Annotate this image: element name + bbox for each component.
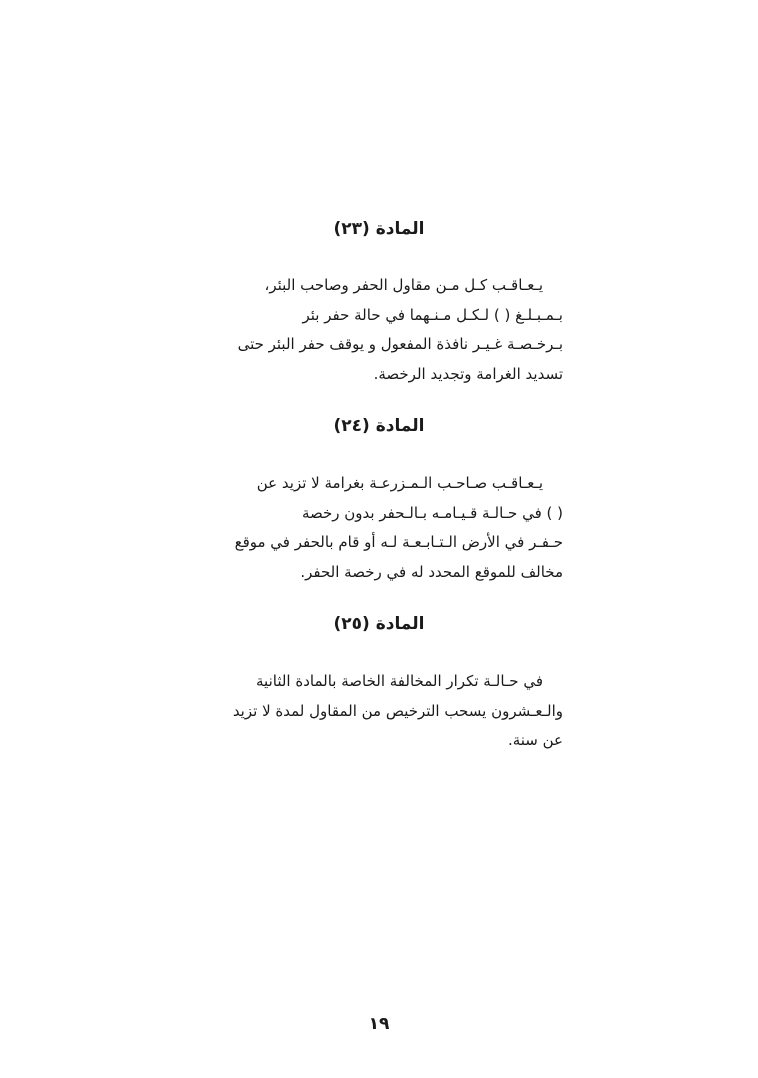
article-25-line-3: عن سنة.	[507, 731, 563, 749]
article-23-line-4: تسديد الغرامة وتجديد الرخصة.	[373, 364, 563, 383]
article-23-title: المادة (٢٣)	[333, 219, 425, 239]
article-23-line-3: بـرخـصـة غـيـر نافذة المفعول و يوقف حفر البئر حتى	[237, 335, 563, 353]
article-24-line-2: ( ) في حـالـة قـيـامـه بـالـحفر بدون رخصة	[301, 503, 563, 522]
article-25-line-1: في حـالـة تكرار المخالفة الخاصة بالمادة الثانية	[256, 672, 543, 690]
article-23-line-2: بـمـبـلـغ ( ) لـكـل مـنـهما في حالة حفر بئر	[302, 305, 563, 324]
page-number: ١٩	[368, 1014, 390, 1034]
article-23-line-1: يـعـاقـب كـل مـن مقاول الحفر وصاحب البئر،	[264, 276, 543, 294]
article-24-line-1: يـعـاقـب صـاحـب الـمـزرعـة بغرامة لا تزيد عن	[256, 474, 543, 492]
article-24-line-4: مخالف للموقع المحدد له في رخصة الحفر.	[300, 562, 563, 581]
article-24-line-3: حـفـر في الأرض الـتـابـعـة لـه أو قام بالحفر في موقع	[234, 533, 563, 551]
article-25-line-2: والـعـشرون يسحب الترخيص من المقاول لمدة لا تزيد	[232, 701, 563, 720]
article-24-title: المادة (٢٤)	[333, 416, 425, 436]
article-25-title: المادة (٢٥)	[333, 614, 425, 634]
article-25-body	[228, 667, 563, 756]
article-24-body	[228, 469, 563, 587]
article-23-body	[228, 271, 563, 389]
